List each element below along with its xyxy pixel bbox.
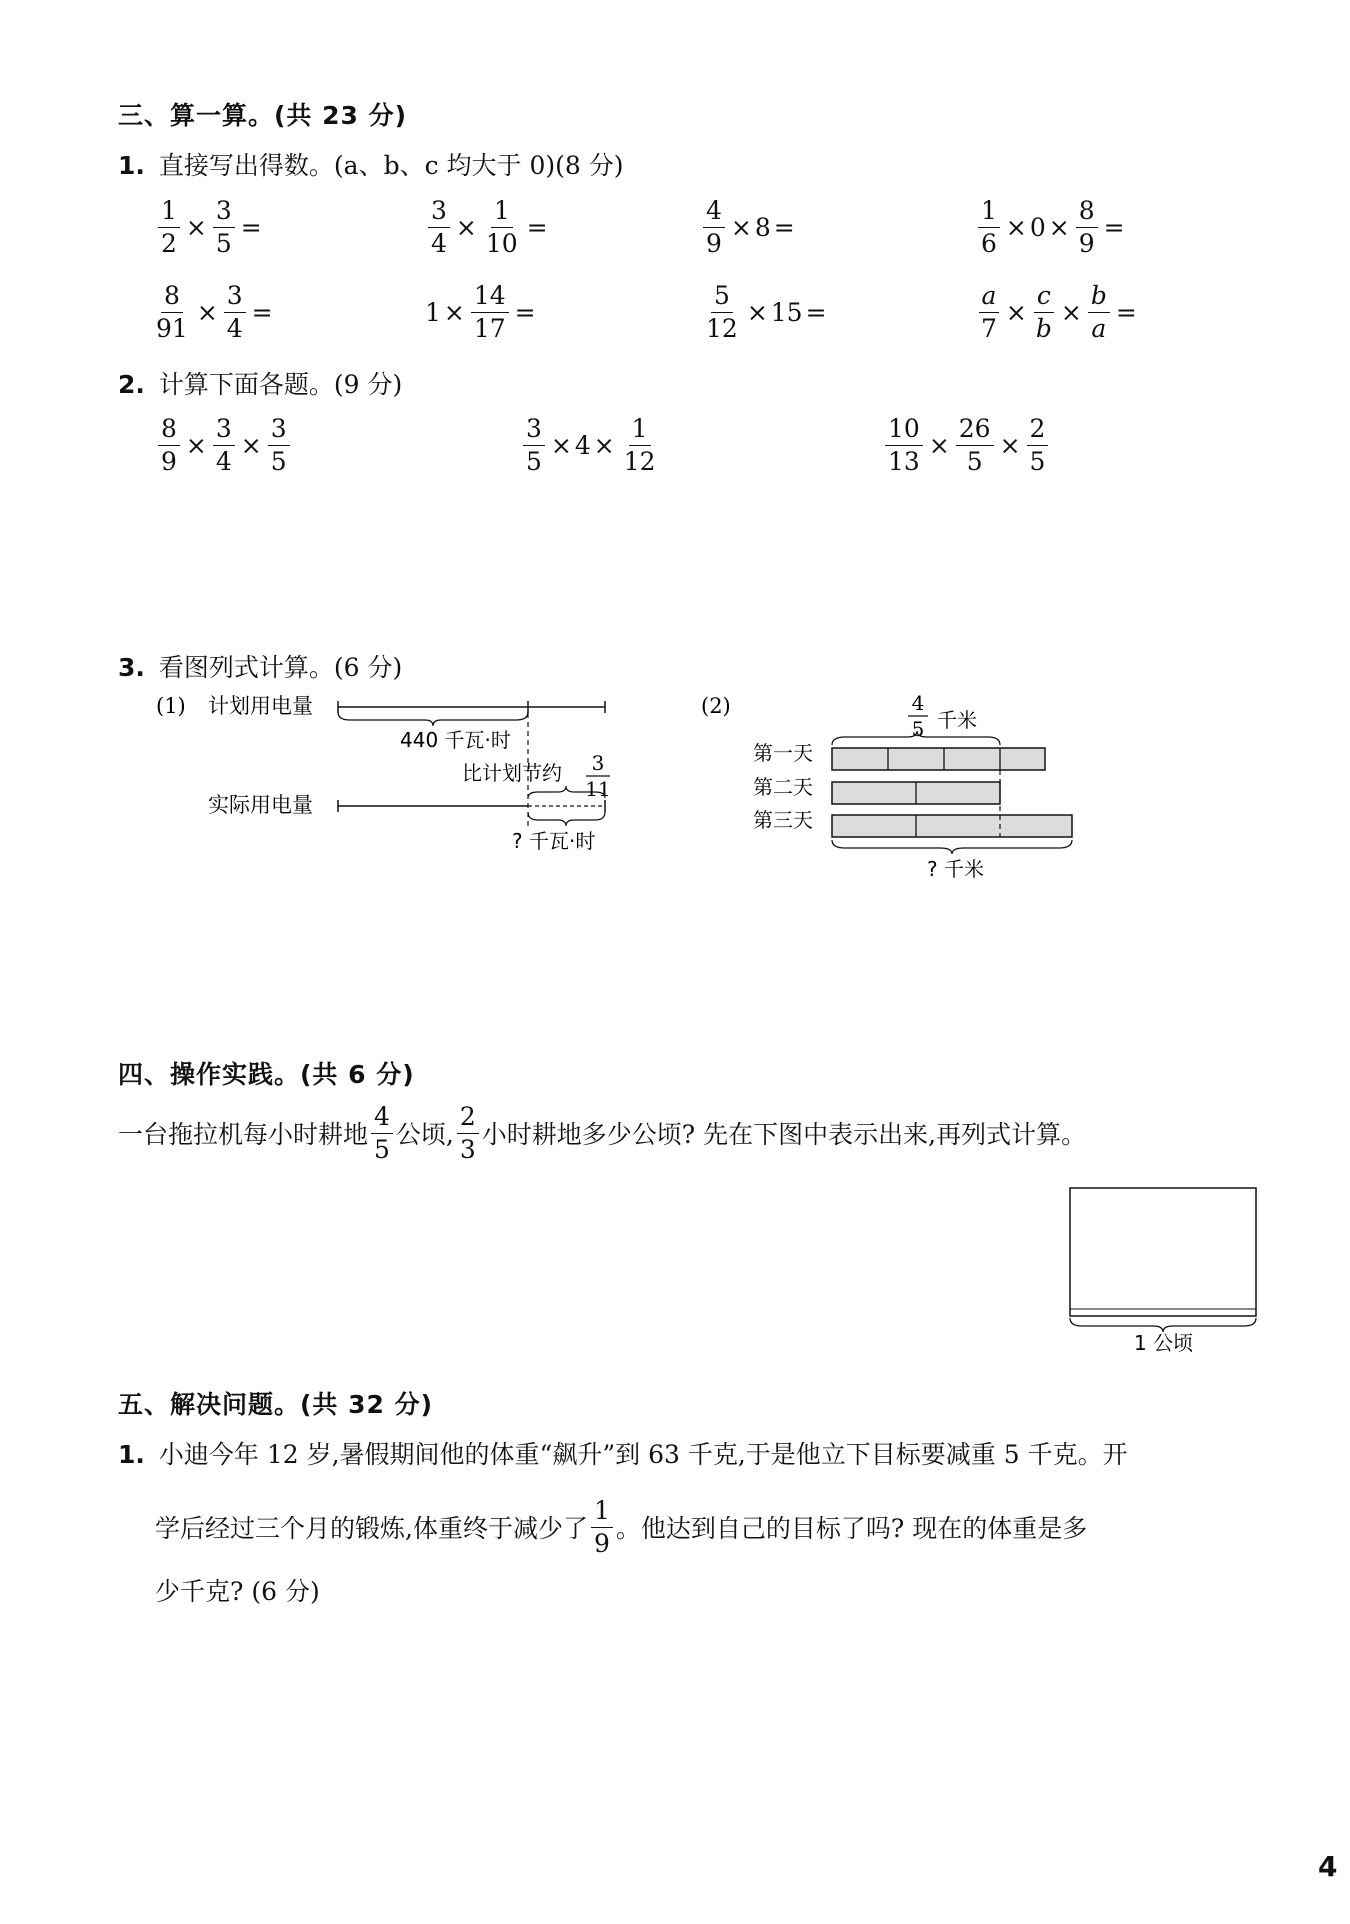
bottom-brace: [832, 840, 1072, 854]
day3-bar: [832, 815, 1072, 837]
page-number: 4: [1318, 1850, 1338, 1883]
question-number: 3.: [118, 653, 145, 682]
q2-expr-2: $\frac{3}{5}$ × 4 × $\frac{1}{12}$: [520, 415, 662, 475]
drawing-box: [1070, 1188, 1256, 1316]
question-label: ? 千米: [927, 857, 984, 881]
question-number: 2.: [118, 370, 145, 399]
diagram-label: (1): [156, 694, 186, 718]
hectare-box: [1060, 1184, 1270, 1354]
question-text: 计算下面各题。(9 分): [158, 370, 403, 399]
day1-label: 第一天: [753, 741, 813, 765]
svg-text:5: 5: [911, 717, 925, 741]
question-1: 1. 小迪今年 12 岁,暑假期间他的体重“飙升”到 63 千克,于是他立下目标要减重 5 千克。开: [118, 1440, 1128, 1469]
s5-q1-line2: 学后经过三个月的锻炼,体重终于减少了 $\frac{1}{9}$ 。他达到自己的目标了吗? 现在的体重是多: [155, 1496, 1088, 1558]
question-1: [118, 146, 623, 182]
total-brace: [338, 712, 528, 726]
calc-expr-7: $\frac{5}{12}$ × 15 =: [706, 281, 827, 343]
question-number: 1.: [118, 1440, 145, 1469]
s4-paragraph: 一台拖拉机每小时耕地 $\frac{4}{5}$ 公顷, $\frac{2}{3}$ 小时耕地多少公顷? 先在下图中表示出来,再列式计算。: [118, 1102, 1087, 1164]
day3-label: 第三天: [753, 808, 813, 832]
q2-expr-1: $\frac{8}{9}$ × $\frac{3}{4}$ × $\frac{3}{5}$: [155, 415, 293, 475]
question-label: ? 千瓦·时: [512, 829, 596, 853]
question-text: 直接写出得数。(a、b、c 均大于 0)(8 分): [158, 151, 624, 180]
diagram-label: (2): [701, 694, 731, 718]
save-label: 比计划节约: [462, 761, 562, 785]
section-title: 五、解决问题。(共 32 分): [118, 1390, 434, 1419]
svg-text:3: 3: [591, 751, 605, 775]
calc-expr-8: $\frac{a}{7}$ × $\frac{c}{b}$ × $\frac{b}{a}$ =: [975, 282, 1140, 342]
q2-expr-3: $\frac{10}{13}$ × $\frac{26}{5}$ × $\frac{2}{5}$: [882, 415, 1051, 475]
distance-diagram: [695, 690, 1095, 890]
svg-text:4: 4: [911, 691, 925, 715]
day1-bar: [832, 748, 1045, 770]
question-text: 看图列式计算。(6 分): [158, 653, 403, 682]
svg-text:11: 11: [585, 777, 611, 801]
question-2: [118, 365, 402, 401]
section-title: 三、算一算。(共 23 分): [118, 101, 408, 130]
calc-expr-4: $\frac{1}{6}$ × 0 × $\frac{8}{9}$ =: [975, 197, 1128, 257]
s5-q1-line3: 少千克? (6 分): [155, 1577, 320, 1606]
calc-expr-1: $\frac{1}{2}$ × $\frac{3}{5}$ =: [155, 197, 265, 257]
calc-expr-5: $\frac{8}{91}$ × $\frac{3}{4}$ =: [156, 281, 273, 343]
actual-label: 实际用电量: [208, 793, 313, 817]
total-label: 440 千瓦·时: [400, 728, 511, 752]
box-label: 1 公顷: [1134, 1331, 1194, 1354]
calc-expr-3: $\frac{4}{9}$ × 8 =: [700, 197, 798, 257]
calc-expr-2: $\frac{3}{4}$ × $\frac{1}{10}$ =: [425, 197, 551, 257]
top-unit: 千米: [937, 708, 977, 732]
day2-label: 第二天: [753, 775, 813, 799]
question-3: [118, 648, 402, 684]
planned-label: 计划用电量: [208, 694, 313, 718]
question-number: 1.: [118, 151, 145, 180]
calc-expr-6: 1 × $\frac{14}{17}$ =: [425, 281, 536, 343]
section-title: 四、操作实践。(共 6 分): [118, 1060, 415, 1089]
electricity-diagram: [150, 690, 650, 860]
